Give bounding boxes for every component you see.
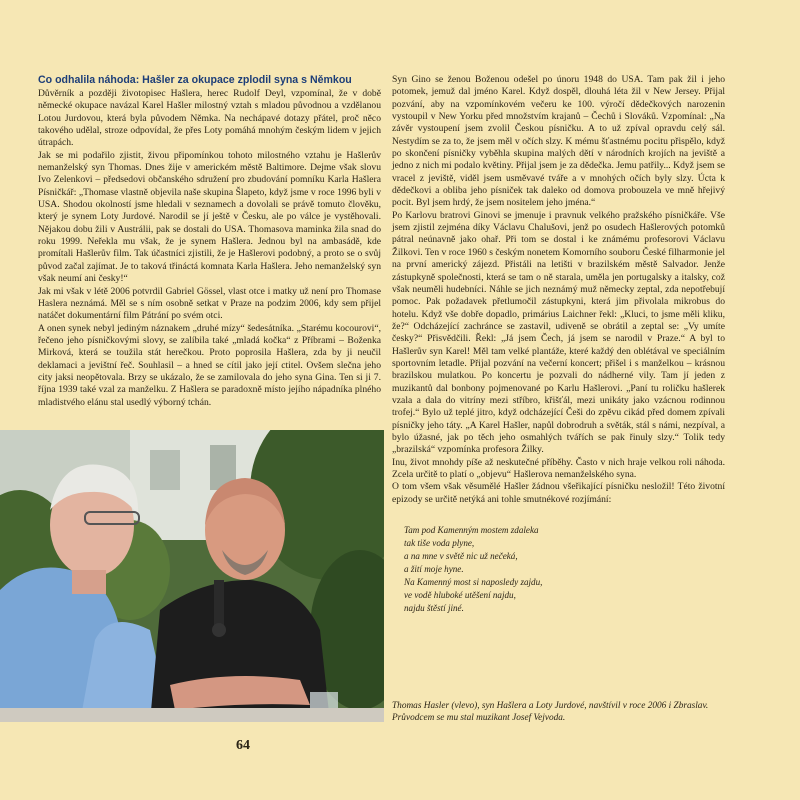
page-number: 64 (236, 738, 250, 753)
left-column (38, 74, 381, 409)
poem-line: najdu štěstí jiné. (404, 603, 464, 614)
paragraph: Jak mi však v létě 2006 potvrdil Gabriel Gössel, vlast otce i matky už není pro Thomase Haslera neznámá. Měl se s ním osobně setkat v Praze na podzim 2006, kdy sem přijel natáčet dokumentární film Pátrání po svém otci. (38, 285, 381, 322)
poem-line: ve vodě hluboké utěšení najdu, (404, 590, 516, 601)
photo-two-men (0, 430, 384, 722)
article-heading: Co odhalila náhoda: Hašler za okupace zplodil syna s Němkou (38, 74, 352, 86)
paragraph: Důvěrník a později životopisec Hašlera, herec Rudolf Deyl, vzpomínal, že v době německé okupace navázal Karel Hašler milostný vztah s mladou původnou a vzdělanou Lotou Jurdovou, která byla původem Němka. Na nechápavé dotazy přátel, proč něco takového udělal, stroze odpovídal, že přes Loty pomáhá mnohým českým lidem v jejich útrapách. (38, 88, 381, 149)
paragraph: O tom všem však věsumělé Hašler žádnou všeřikající písničku nesložil! Této životní epizody se určitě netýká ani tohle smutnékové rozjímání: (392, 481, 725, 505)
poem (404, 524, 725, 615)
photo-caption: Thomas Hasler (vlevo), syn Hašlera a Loty Jurdové, navštívil v roce 2006 i Zbraslav. Průvodcem se mu stal muzikant Josef Vejvoda. (392, 701, 709, 724)
paragraph: Syn Gino se ženou Boženou odešel po únoru 1948 do USA. Tam pak žil i jeho potomek, jemuž dal jméno Karel. Když dospěl, dlouhá léta žil v New Jersey. Přijal pozvání, aby na vzpomínkovém večeru ke 100. výročí dědečkových narozenin vystoupil v New Yorku před množstvím krajanů – Čechů i Slováků. Vzpomínal: „Na závěr vystoupení jsem zvolil Českou písničku. A to už zpíval opravdu celý sál. Nestydím se za to, že jsem měl v očích slzy. K mému šťastnému pocitu přispělo, když po skončení písničky vyběhla skupina malých dětí v národních krojích na jeviště a jedno z nich mi podalo květiny. Přijal jsem je za dědečka. Jemu patřily... Když jsem se vracel z jeviště, viděl jsem usměvavé tváře a v mnohých očích byly slzy. Úcta k dědečkovi a obliba jeho písniček tak daleko od domova probouzela ve mně hřejivý pocit. Byl jsem hrdý, že jsem nositelem jeho jména.“ (392, 74, 725, 209)
right-column (392, 74, 725, 615)
poem-line: a na mne v světě nic už nečeká, (404, 551, 518, 562)
poem-line: Tam pod Kamenným mostem zdaleka (404, 525, 539, 536)
poem-line: a žití moje hyne. (404, 564, 464, 575)
paragraph: Po Karlovu bratrovi Ginovi se jmenuje i pravnuk velkého pražského písničkáře. Vše jsem zjistil zejména díky Václavu Chalušovi, jenž po osudech Hašlerových potomků pátral neúnavně jako ohař. Při tom se dostal i ke známému profesorovi Václavu Žilkovi. Ten v roce 1960 s českým nonetem Komorního souboru České filharmonie jel na první americký zájezd. Přistáli na letišti v brazilském městě Salvador. Jenže zástupkyně společnosti, která se tam o ně starala, uměla jen portugalsky a italsky, což však neuměli hudebníci. Náhle se jich neznámý muž německy zeptal, zda nepotřebují pomoc. Pak požadavek přetlumočil zástupkyni, která jim přivolala mikrobus do hotelu. Když vše dobře dopadlo, primárius Laichner řekl: „Kluci, to jsme měli kliku, že?“ Odcházející zachránce se zastavil, udiveně se obrátil a zeptal se: „Vy umíte česky?“ Přisvědčili. Řekl: „Já jsem Čech, já jsem se narodil v Praze.“ A byl to Hašlerův syn Karel! Měl tam velké plantáže, které každý den oblétával ve speciálním sportovním letadle. Přijal pozvání na večerní koncert; přišel i s manželkou – krásnou brazilskou mulatkou. Po koncertu je pozvali do nádherné vily. Tam jí jeden z muzikantů dal bonbony pojmenované po Karlu Hašlerovi. „Paní tu roličku hašlerek vzala a dala do vitríny mezi stříbro, křišťál, mezi unikáty jako vzácnou rodinnou trofej.“ Bylo už teplé jitro, když odcházející Češi do zpěvu cikád před domem zpívali písničky jeho táty. „A Karel Hašler, napůl dobrodruh a světák, stál s námi, nezpíval, a bylo úžasné, jak po těch jeho osmahlých tvářích se pak řinuly slzy.“ Tolik tedy „brazilská“ vzpomínka profesora Žilky. (392, 209, 726, 456)
paragraph: A onen synek nebyl jediným náznakem „druhé mízy“ šedesátníka. „Starému kocourovi“, řečeno jeho písničkovými slovy, se zalíbila také „mladá kočka“ z Příbrami – Boženka Mirková, která se toužila stát herečkou. Proto poprosila Hašlera, zda by ji neučil deklamaci a jevištní řeč. Souhlasil – a hned se cítil jako její ctitel. Ovšem slečna jeho city jaksi neopětovala. Brzy se ukázalo, že se zamilovala do jeho syna Gina. Ten si ji 7. října 1939 také vzal za manželku. Z Hašlera se paradoxně místo jejího nápadníka plného mladistvého elánu stal usedlý výborný tchán. (38, 322, 381, 408)
poem-line: tak tiše voda plyne, (404, 538, 475, 549)
paragraph: Jak se mi podařilo zjistit, živou připomínkou tohoto milostného vztahu je Hašlerův nemanželský syn Thomas. Dnes žije v americkém městě Baltimore. Dejme však slovu Ivo Zelenkovi – předsedovi občanského sdružení pro zbudování pomníku Karla Hašlera Písničkář: „Thomase vlastně objevila naše skupina Šlapeto, když jsme v roce 1996 byli v USA. Shodou okolností jsme hledali v seznamech a dovolali se právě tomuto člověku, který je synem Loty Jurdové. Narodil se jí ještě v Česku, ale po válce je vystěhovali. Nějakou dobu žili v Austrálii, pak se dostali do USA. Thomasova maminka žila snad do roku 1999. Neřekla mu však, že je synem Hašlera. Jednou byl na ambasádě, kde promítali Hašlerův film. Tak účastníci zjistili, že je Hašlerovi podobný, a proto se o svůj původ začal zajímat. Je to taková třináctá komnata Karla Hašlera. Jeho nemanželský syn však neumí ani česky!“ (38, 149, 381, 285)
poem-line: Na Kamenný most si naposledy zajdu, (404, 577, 543, 588)
paragraph: Inu, život mnohdy píše až neskutečné příběhy. Často v nich hraje velkou roli náhoda. Zcela určitě to platí o „objevu“ Hašlerova nemanželského syna. (392, 456, 725, 480)
